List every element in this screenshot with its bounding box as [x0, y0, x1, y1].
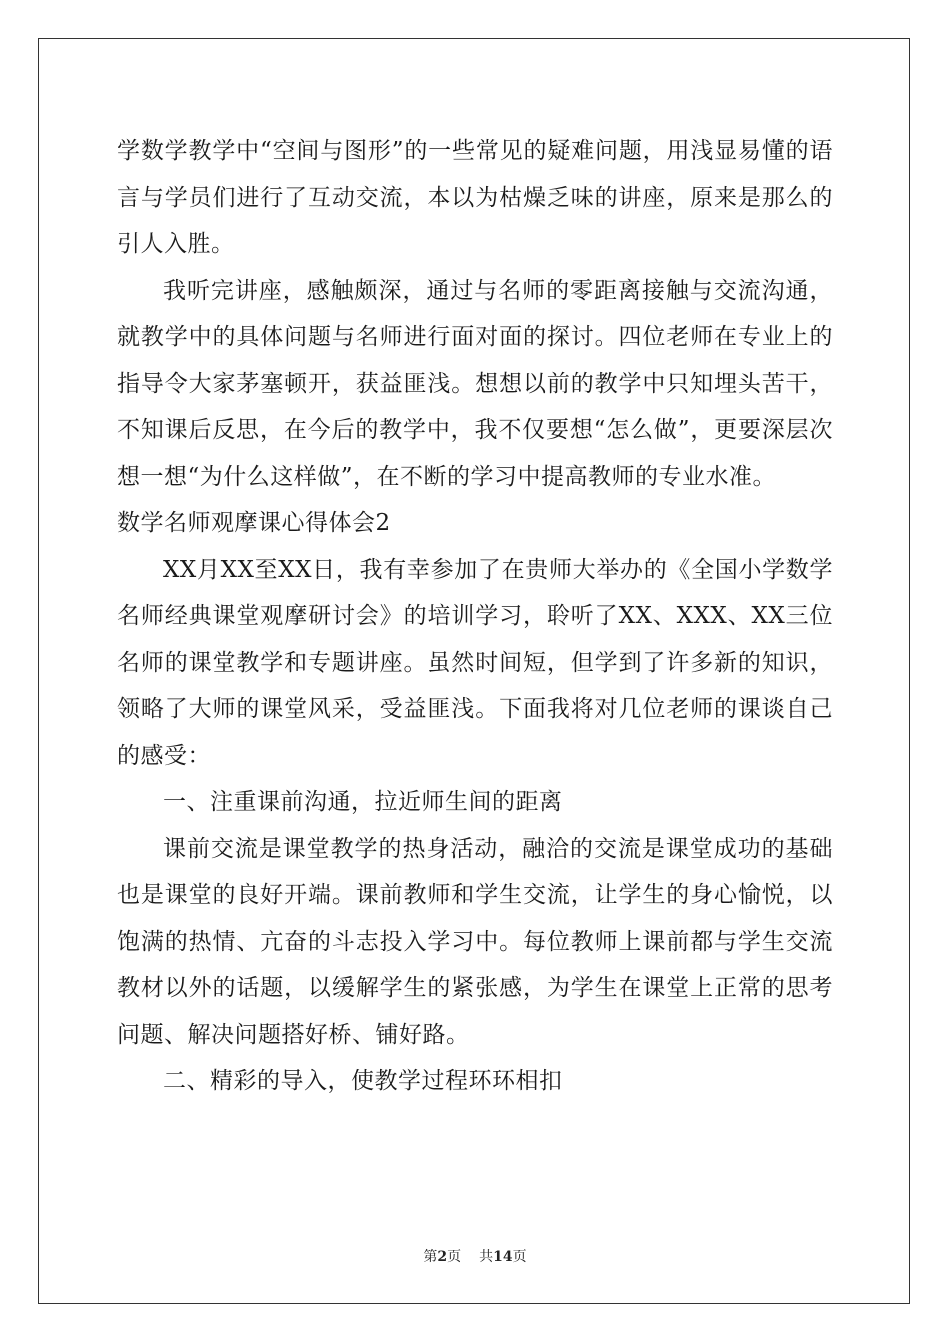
page-footer [0, 1246, 950, 1266]
page-suffix: 页 [447, 1249, 462, 1265]
subheading-2: 二、精彩的导入，使教学过程环环相扣 [163, 1068, 563, 1094]
paragraph-1: 学数学教学中“空间与图形”的一些常见的疑难问题，用浅显易懂的语言与学员们进行了互动交流，本以为枯燥乏味的讲座，原来是那么的引人入胜。 [117, 138, 833, 257]
paragraph-3: XX月XX至XX日，我有幸参加了在贵师大举办的《全国小学数学名师经典课堂观摩研讨会》的培训学习，聆听了XX、XXX、XX三位名师的课堂教学和专题讲座。虽然时间短，但学到了许多新的知识，领略了大师的课堂风采，受益匪浅。下面我将对几位老师的课谈自己的感受： [117, 556, 833, 769]
document-body [117, 128, 833, 1105]
paragraph-4: 课前交流是课堂教学的热身活动，融洽的交流是课堂成功的基础也是课堂的良好开端。课前教师和学生交流，让学生的身心愉悦，以饱满的热情、亢奋的斗志投入学习中。每位教师上课前都与学生交流教材以外的话题，以缓解学生的紧张感，为学生在课堂上正常的思考问题、解决问题搭好桥、铺好路。 [117, 835, 833, 1048]
subheading-1: 一、注重课前沟通，拉近师生间的距离 [163, 789, 563, 815]
paragraph-2: 我听完讲座，感触颇深，通过与名师的零距离接触与交流沟通，就教学中的具体问题与名师进行面对面的探讨。四位老师在专业上的指导令大家茅塞顿开，获益匪浅。想想以前的教学中只知埋头苦干，不知课后反思，在今后的教学中，我不仅要想“怎么做”，更要深层次想一想“为什么这样做”，在不断的学习中提高教师的专业水准。 [117, 277, 833, 490]
page-prefix: 第 [423, 1249, 438, 1265]
total-pages: 14 [493, 1249, 513, 1265]
page-number: 2 [437, 1249, 448, 1265]
total-prefix: 共 [479, 1249, 494, 1265]
total-suffix: 页 [512, 1249, 527, 1265]
section-heading: 数学名师观摩课心得体会2 [117, 510, 391, 536]
